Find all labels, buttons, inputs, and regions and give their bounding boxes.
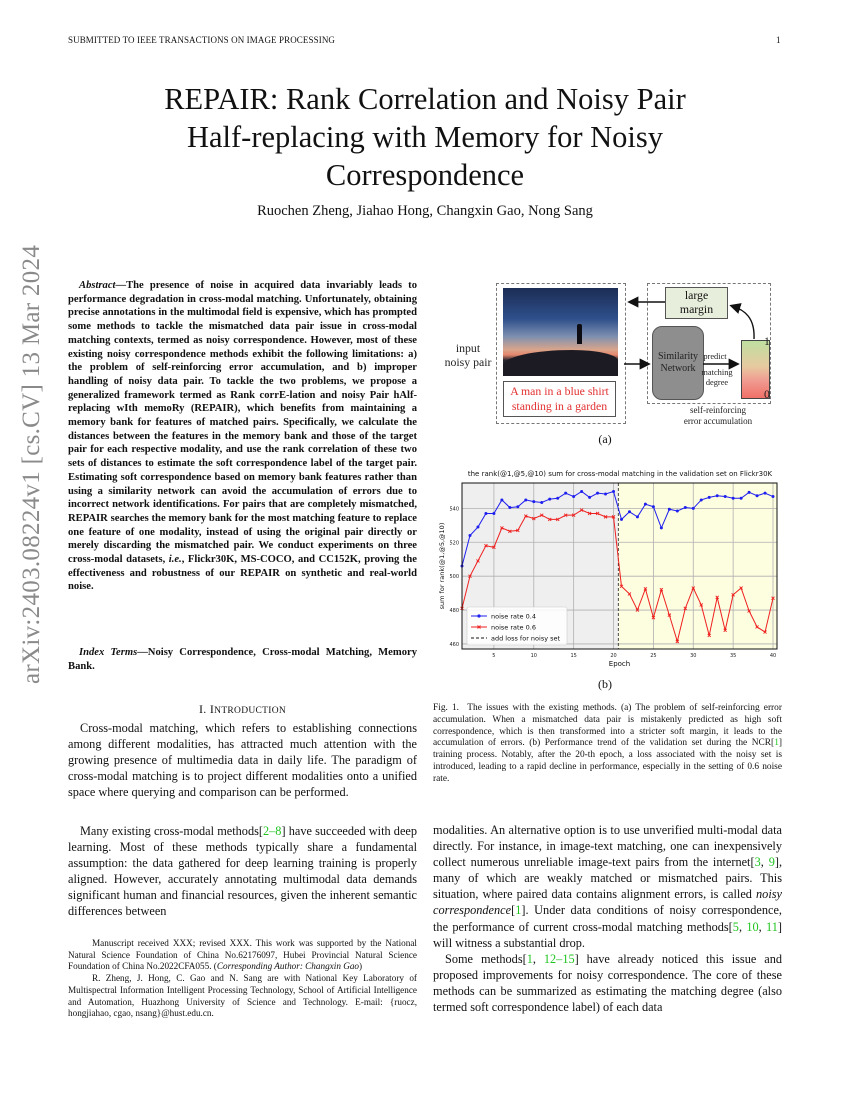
data-point	[700, 498, 703, 501]
x-tick-label: 40	[769, 653, 777, 659]
index-terms-text: Noisy Correspondence, Cross-modal Matching, Memory Bank.	[68, 647, 417, 672]
section-title-first: I	[209, 702, 215, 716]
paragraph: Cross-modal matching, which refers to establishing connections among different modalities, has attracted much attention with the growing presence of multimedia data in daily life. The paradigm of cross-modal matching is to project different modalities onto a unified space where querying and comparison can be performed.	[68, 721, 417, 800]
data-point	[548, 498, 551, 501]
y-tick-label: 480	[449, 608, 459, 615]
figure-a-label: (a)	[598, 432, 612, 446]
label-line: large	[684, 288, 709, 302]
data-point	[660, 526, 663, 529]
x-tick-label: 35	[729, 653, 737, 659]
data-point	[748, 491, 751, 494]
citation-link[interactable]: 1	[526, 951, 533, 966]
text-run: Manuscript received XXX; revised XXX. This work was supported by the National Natural Science Foundation of China No.62176097, Hubei Provincial Natural Science Foundation of China No.2022CFA055. (	[68, 938, 417, 972]
emphasis: noisy correspondence	[433, 887, 782, 918]
legend-label: noise rate 0.6	[491, 623, 536, 632]
y-axis-label: sum for rank(@1,@5,@10)	[438, 522, 446, 610]
legend-label: noise rate 0.4	[491, 612, 536, 621]
text-run: Many existing cross-modal methods[	[80, 824, 263, 838]
label-line: Network	[660, 363, 696, 374]
legend-label: add loss for noisy set	[491, 634, 561, 643]
data-point	[524, 498, 527, 501]
citation-link[interactable]: 11	[766, 919, 778, 934]
x-tick-label: 10	[530, 653, 537, 659]
text-run: The issues with the existing methods. (a) The problem of self-reinforcing error accumulation. When a mismatched data pair is mistakenly predicted as high soft correspondence, which is then transformed into a stricter soft margin, it leads to the accumulation of errors. (b) Performance trend of the validation set during the NCR[	[433, 703, 782, 749]
abstract: Abstract—The presence of noise in acquired data invariably leads to performance degradation in cross-modal matching. Unfortunately, obtaining precise annotations in the multimodal field is expensive, which has prompted some methods to tackle the mismatched data pair issue in cross-modal matching contexts, termed as noisy correspondence. However, most of these existing noisy correspondence methods exhibit the following limitations: a) the problem of self-reinforcing error accumulation, and b) improper handling of noisy data pair. To tackle the two problems, we propose a generalized framework termed as Rank corrE-lation and noisy Pair hAlf-replacing wIth memoRy (REPAIR), which benefits from maintaining a memory bank for features of matched pairs. Specifically, we calculate the distances between the features in the memory bank and those of the target pair for each respective modality, and use the rank correlation of these two sets of distances to estimate the soft correspondence label of the target pair. Estimating soft correspondence based on memory bank features rather than using a similarity network can avoid the accumulation of errors due to incorrect network identifications. For pairs that are completely mismatched, REPAIR searches the memory bank for the most matching feature to replace one feature of one modality, instead of using the original pair directly or merely discarding the mismatched pair. We conduct experiments on three cross-modal datasets, i.e., Flickr30K, MS-COCO, and CC152K, proving the effectiveness and robustness of our REPAIR on synthetic and real-world noise.	[68, 280, 417, 593]
predict-label: predict	[703, 352, 727, 361]
text-run: ] have already noticed this issue and proposed improvements for noisy correspondence. The core of these methods can be summarized as estimating the matching degree (also termed soft correspondence label) of each data	[433, 951, 782, 1015]
x-tick-label: 20	[610, 653, 617, 659]
text-run: ]. Under data conditions of noisy correspondence, the performance of current cross-modal matching methods[	[433, 903, 782, 934]
citation-link[interactable]: 12–15	[543, 951, 575, 966]
bar-top-label: 1	[764, 334, 770, 348]
data-point	[484, 512, 487, 515]
text-run: ] will witness a substantial drop.	[433, 919, 782, 950]
chart-title: the rank(@1,@5,@10) sum for cross-modal matching in the validation set on Flickr30K	[467, 470, 773, 478]
citation-link[interactable]: 10	[746, 919, 759, 934]
x-tick-label: 30	[690, 653, 697, 659]
abstract-label: Abstract	[79, 280, 116, 291]
data-point	[532, 500, 535, 503]
data-point	[716, 494, 719, 497]
paragraph: modalities. An alternative option is to use unverified multi-modal data directly. For instance, in image-text matching, one can inexpensively collect numerous unreliable image-text pairs from the internet[3, 9], many of which are weakly matched or mismatched pairs. This situation, where paired data contains alignment errors, is called noisy correspondence[1]. Under data conditions of noisy correspondence, the performance of current cross-modal matching methods[5, 10, 11] will witness a substantial drop.	[433, 823, 783, 950]
x-tick-label: 15	[570, 653, 577, 659]
y-tick-label: 540	[449, 506, 459, 513]
data-point	[596, 492, 599, 495]
index-terms: Index Terms—Noisy Correspondence, Cross-modal Matching, Memory Bank.	[68, 647, 417, 672]
citation-link[interactable]: 5	[732, 919, 739, 934]
text-run: ], many of which are weakly matched or mismatched pairs. This situation, where paired data contains alignment errors, is called	[433, 855, 783, 902]
text-run: ,	[760, 855, 769, 870]
degree-label: degree	[705, 378, 729, 387]
data-point	[668, 508, 671, 511]
data-point	[636, 515, 639, 518]
data-point	[644, 503, 647, 506]
paragraph	[68, 823, 417, 920]
title-line: Half-replacing with Memory for Noisy	[186, 120, 663, 154]
rank-sum-line-chart	[435, 478, 785, 668]
data-point	[580, 490, 583, 493]
label-line: self-reinforcing	[690, 405, 746, 415]
y-tick-label: 500	[449, 574, 459, 581]
x-axis-label: Epoch	[608, 660, 631, 668]
caption-label: Fig. 1.	[433, 703, 460, 713]
data-point	[732, 497, 735, 500]
citation-link[interactable]: 2–8	[263, 824, 282, 838]
intro-paragraph-1	[68, 720, 417, 800]
author-list: Ruochen Zheng, Jiahao Hong, Changxin Gao, Nong Sang	[257, 203, 593, 219]
text-run: ] have succeeded with deep learning. Most of these methods typically share a fundamental assumption: the data gathered for deep learning training is properly aligned. However, accurately annotating multimodal data demands significant human and financial resources, given the inherent semantic differences between	[68, 824, 418, 919]
bar-bottom-label: 0	[764, 387, 770, 401]
footnote	[68, 938, 417, 1020]
text-run: Some methods[	[445, 951, 527, 966]
data-point	[652, 505, 655, 508]
chart-region	[618, 483, 777, 649]
label-line: input	[455, 341, 481, 355]
legend-marker	[477, 614, 480, 617]
text-run: ] training process. Notably, after the 20-th epoch, a loss associated with the noisy set is introduced, leading to a rapid decline in performance, especially in the setting of 0.6 noise rate.	[433, 738, 782, 784]
index-terms-label: Index Terms	[79, 647, 138, 658]
data-point	[588, 496, 591, 499]
data-point	[724, 495, 727, 498]
title-line: Correspondence	[325, 158, 525, 192]
abstract-ie: i.e.	[168, 554, 182, 566]
data-point	[564, 492, 567, 495]
y-tick-label: 520	[449, 540, 459, 547]
corresponding-author: Corresponding Author: Changxin Gao	[216, 961, 360, 972]
section-number: I.	[198, 702, 207, 716]
data-point	[572, 495, 575, 498]
right-column-body	[433, 822, 782, 1015]
data-point	[476, 526, 479, 529]
footnote-affiliation: R. Zheng, J. Hong, C. Gao and N. Sang are with National Key Laboratory of Multispectral Information Intelligent Processing Technology, School of Artificial Intelligence and Automation, Huazhong University of Science and Technology. E-mail: {ruocz, hongjiahao, cgao, nsang}@hust.edu.cn.	[68, 973, 417, 1019]
data-point	[604, 493, 607, 496]
section-title-rest: NTRODUCTION	[214, 706, 287, 716]
label-line: error accumulation	[683, 416, 753, 426]
footnote-funding	[68, 938, 417, 973]
label-line: noisy pair	[444, 355, 492, 369]
data-point	[684, 506, 687, 509]
data-point	[764, 492, 767, 495]
text-run: [	[511, 903, 516, 918]
data-point	[556, 497, 559, 500]
page-number: 1	[776, 35, 781, 45]
running-head: SUBMITTED TO IEEE TRANSACTIONS ON IMAGE PROCESSING	[68, 35, 336, 45]
data-point	[492, 512, 495, 515]
data-point	[772, 495, 775, 498]
matching-label: matching	[701, 368, 733, 377]
intro-paragraph-2	[68, 823, 417, 920]
abstract-text: The presence of noise in acquired data invariably leads to performance degradation in cross-modal matching. Unfortunately, obtaining precise annotations in the multimodal field is expensive, which has prompted some methods to tackle the mismatched data pair issue in cross-modal matching contexts, termed as noisy correspondence. However, most of these existing noisy correspondence methods exhibit the following limitations: a) the problem of self-reinforcing error accumulation, and b) improper handling of noisy data pair. To tackle the two problems, we propose a generalized framework termed as Rank corrE-lation and noisy Pair hAlf-replacing wIth memoRy (REPAIR), which benefits from maintaining a memory bank for features of matched pairs. Specifically, we calculate the distances between the features in the memory bank and those of the target pair for each respective modality, and use the rank correlation of these two sets of distances to estimate the soft correspondence label of the target pair. Estimating soft correspondence based on memory bank features rather than using a similarity network can avoid the accumulation of errors due to incorrect network identifications. For pairs that are completely mismatched, REPAIR searches the memory bank for the most matching feature to replace one feature of one modality, instead of using the original pair directly or merely discarding the mismatched pair. We conduct experiments on three cross-modal datasets,	[68, 280, 417, 566]
figure-b-label: (b)	[598, 677, 612, 691]
arrows	[0, 0, 850, 460]
data-point	[756, 494, 759, 497]
data-point	[740, 497, 743, 500]
x-tick-label: 5	[492, 653, 496, 659]
data-point	[508, 506, 511, 509]
data-point	[540, 501, 543, 504]
data-point	[620, 518, 623, 521]
title-line: REPAIR: Rank Correlation and Noisy Pair	[164, 82, 686, 116]
data-point	[500, 498, 503, 501]
curved-arrow	[732, 306, 754, 339]
caption-line: standing in a garden	[511, 399, 608, 413]
caption-line: A man in a blue shirt	[510, 384, 609, 398]
citation-link[interactable]: 1	[515, 903, 522, 918]
text-run: )	[359, 961, 363, 972]
data-point	[708, 496, 711, 499]
section-heading	[68, 702, 417, 717]
citation-link[interactable]: 3	[754, 855, 761, 870]
data-point	[676, 509, 679, 512]
data-point	[628, 510, 631, 513]
citation-link[interactable]: 9	[768, 855, 775, 870]
data-point	[468, 534, 471, 537]
figure-caption	[433, 703, 782, 786]
paragraph: Some methods[1, 12–15] have already noticed this issue and proposed improvements for noisy correspondence. The core of these methods can be summarized as estimating the matching degree (also termed soft correspondence label) of each data	[433, 951, 782, 1015]
citation-link[interactable]: 1	[774, 738, 779, 749]
arxiv-stamp: arXiv:2403.08224v1 [cs.CV] 13 Mar 2024	[18, 244, 45, 684]
data-point	[612, 490, 615, 493]
text-run: modalities. An alternative option is to use unverified multi-modal data directly. For instance, in image-text matching, one can inexpensively collect numerous unreliable image-text pairs from the internet[	[433, 823, 782, 870]
data-point	[692, 507, 695, 510]
label-line: margin	[679, 302, 714, 316]
x-tick-label: 25	[650, 653, 657, 659]
label-line: Similarity	[658, 351, 698, 362]
y-tick-label: 460	[449, 641, 459, 648]
data-point	[516, 505, 519, 508]
abstract-text-end: , Flickr30K, MS-COCO, and CC152K, proving the effectiveness and robustness of our REPAIR on synthetic and real-world noise.	[68, 554, 417, 593]
